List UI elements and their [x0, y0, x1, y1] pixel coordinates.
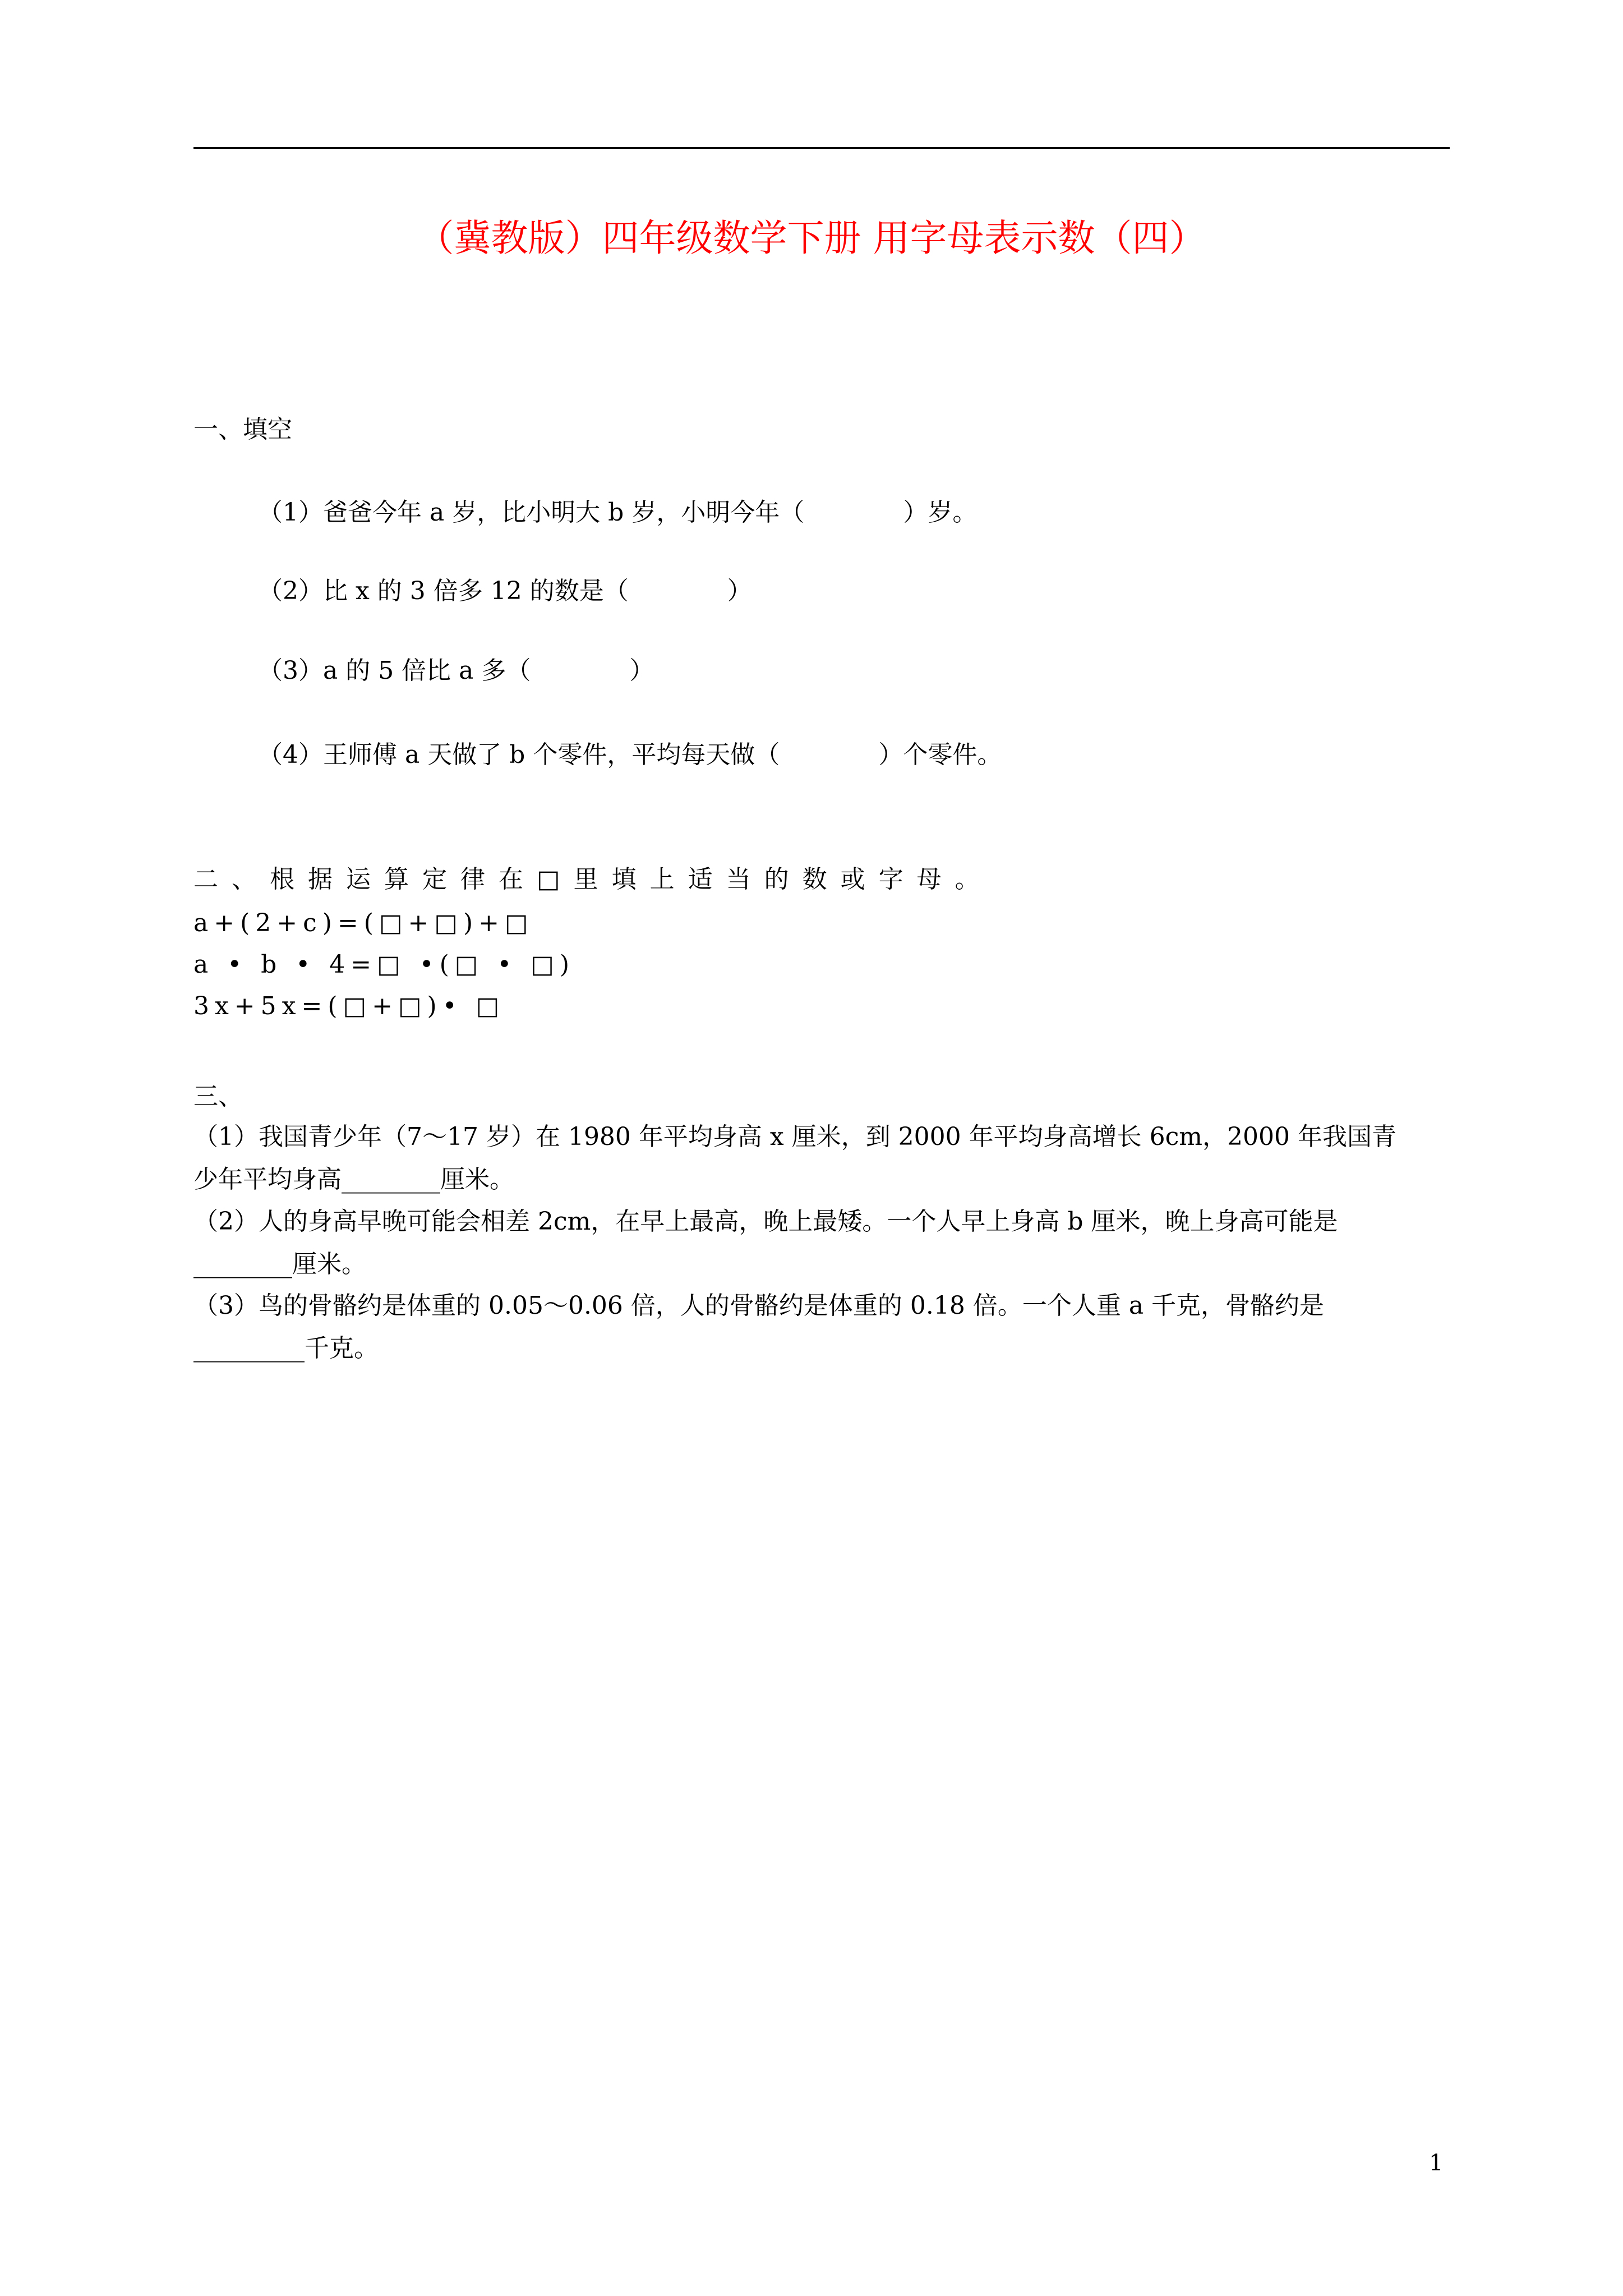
- section2-formula-1: a+(2+c)=(□+□)+□: [193, 909, 534, 937]
- section1-question-2: （2）比 x 的 3 倍多 12 的数是（ ）: [258, 577, 752, 605]
- section3-question-1-line-2: 少年平均身高________厘米。: [193, 1165, 514, 1194]
- section3-question-2-line-2: ________厘米。: [193, 1250, 366, 1278]
- header-rule: [193, 147, 1450, 149]
- section1-question-1: （1）爸爸今年 a 岁，比小明大 b 岁，小明今年（ ）岁。: [258, 498, 978, 527]
- section2-formula-3: 3x+5x=(□+□)• □: [193, 992, 505, 1020]
- section1-question-3: （3）a 的 5 倍比 a 多（ ）: [258, 656, 654, 685]
- section3-question-1-line-1: （1）我国青少年（7～17 岁）在 1980 年平均身高 x 厘米，到 2000 年平均身高增长 6cm，2000 年我国青: [193, 1122, 1396, 1151]
- section3-heading: 三、: [193, 1082, 243, 1111]
- section2-heading: 二、根据运算定律在□里填上适当的数或字母。: [193, 865, 993, 894]
- document-title: （冀教版）四年级数学下册 用字母表示数（四）: [417, 217, 1206, 260]
- section1-question-4: （4）王师傅 a 天做了 b 个零件，平均每天做（ ）个零件。: [258, 740, 1002, 769]
- section3-question-3-line-2: _________千克。: [193, 1334, 379, 1363]
- section3-question-2-line-1: （2）人的身高早晚可能会相差 2cm，在早上最高，晚上最矮。一个人早上身高 b 厘米，晚上身高可能是: [193, 1207, 1338, 1236]
- section3-question-3-line-1: （3）鸟的骨骼约是体重的 0.05～0.06 倍，人的骨骼约是体重的 0.18 倍。一个人重 a 千克，骨骼约是: [193, 1291, 1325, 1320]
- section1-heading: 一、填空: [193, 415, 292, 444]
- page-number: 1: [1429, 2150, 1444, 2176]
- section2-formula-2: a • b • 4=□ •(□ • □): [193, 950, 575, 979]
